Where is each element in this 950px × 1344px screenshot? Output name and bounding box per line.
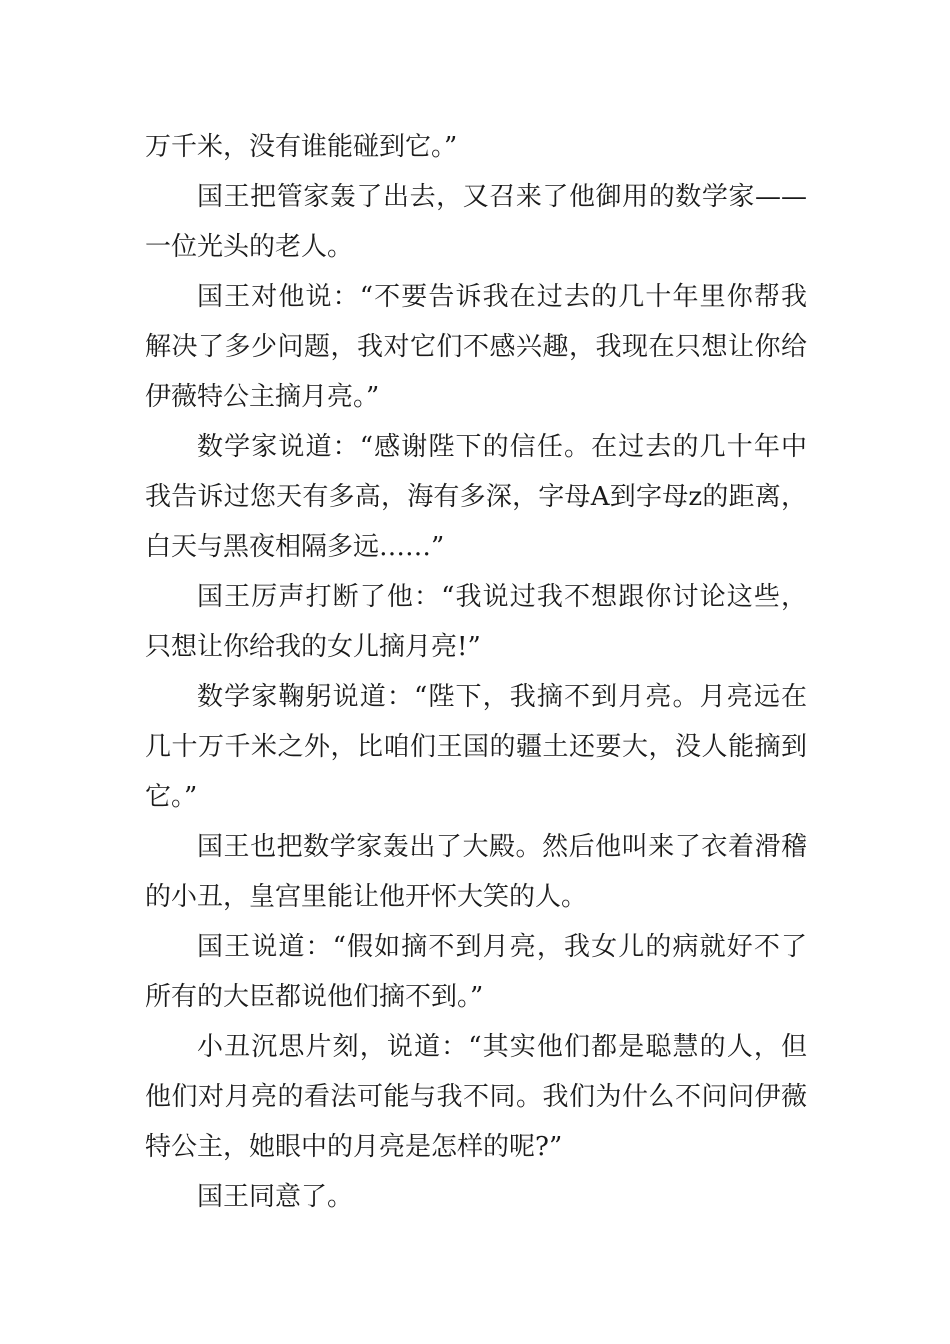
paragraph: 数学家鞠躬说道：“陛下，我摘不到月亮。月亮远在几十万千米之外，比咱们王国的疆土还要大，没人能摘到它。” [145,682,807,812]
paragraph: 数学家说道：“感谢陛下的信任。在过去的几十年中我告诉过您天有多高，海有多深，字母A到字母z的距离，白天与黑夜相隔多远……” [145,432,807,562]
paragraph: 国王说道：“假如摘不到月亮，我女儿的病就好不了所有的大臣都说他们摘不到。” [145,932,807,1012]
paragraph: 国王同意了。 [197,1182,354,1212]
paragraph: 国王也把数学家轰出了大殿。然后他叫来了衣着滑稽的小丑，皇宫里能让他开怀大笑的人。 [145,832,807,912]
paragraph: 小丑沉思片刻，说道：“其实他们都是聪慧的人，但他们对月亮的看法可能与我不同。我们为什么不问问伊薇特公主，她眼中的月亮是怎样的呢?” [145,1032,807,1162]
paragraph-continuation: 万千米，没有谁能碰到它。” [145,132,458,162]
paragraph: 国王厉声打断了他：“我说过我不想跟你讨论这些，只想让你给我的女儿摘月亮!” [145,582,807,662]
paragraph: 国王对他说：“不要告诉我在过去的几十年里你帮我解决了多少问题，我对它们不感兴趣，我现在只想让你给伊薇特公主摘月亮。” [145,282,807,412]
document-page [145,122,807,1222]
paragraph: 国王把管家轰了出去，又召来了他御用的数学家——一位光头的老人。 [145,182,807,262]
